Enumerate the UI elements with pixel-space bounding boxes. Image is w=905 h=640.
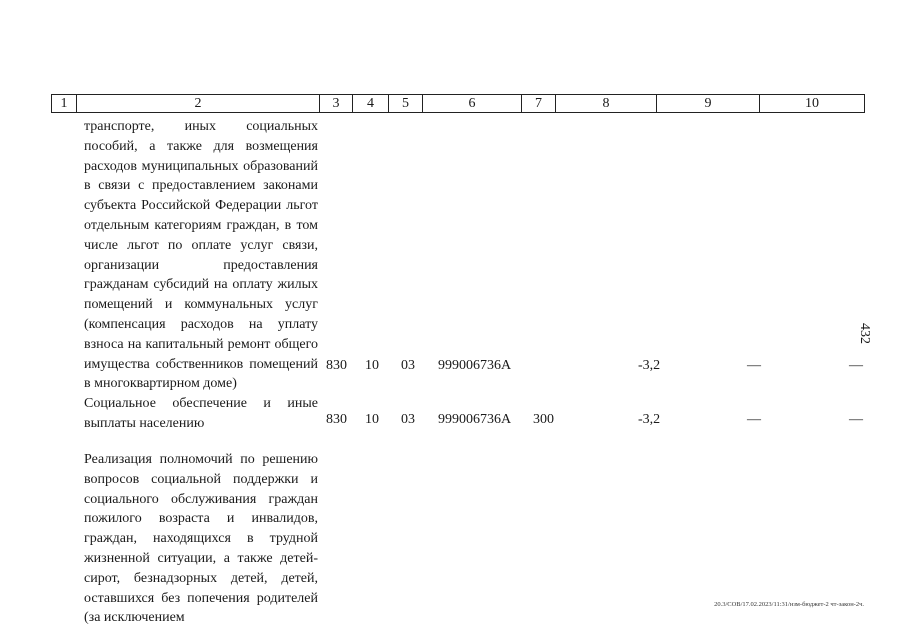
row-2-col5: 03 — [401, 412, 415, 427]
header-col-7: 7 — [522, 95, 556, 112]
page-number: 432 — [857, 323, 872, 344]
row-1-col3: 830 — [326, 358, 347, 373]
header-col-4: 4 — [353, 95, 389, 112]
row-1-col9: — — [747, 358, 761, 373]
row-2-description: Социальное обеспечение и иные выплаты населению — [84, 396, 318, 431]
row-2-col4: 10 — [365, 412, 379, 427]
row-2-col6: 999006736А — [438, 412, 512, 427]
footer-stamp: 20.3/СОВ/17.02.2023/11:31/нзм-бюджет-2 чт-закон-2ч. — [714, 601, 864, 608]
row-1-col6: 999006736А — [438, 358, 512, 373]
row-2-col7: 300 — [533, 412, 554, 427]
header-col-8: 8 — [556, 95, 657, 112]
row-1-col5: 03 — [401, 358, 415, 373]
header-col-9: 9 — [657, 95, 760, 112]
row-1-col4: 10 — [365, 358, 379, 373]
row-1-description: транспорте, иных социальных пособий, а также для возмещения расходов муниципальных образований в связи с предоставлением законами субъекта Российской Федерации льгот отдельным категориям граждан, в том числе льгот по оплате услуг связи, организации предоставления гражданам субсидий на оплату жилых помещений и коммунальных услуг (компенсация расходов на уплату взноса на капитальный ремонт общего имущества собственников помещений в многоквартирном доме) — [84, 119, 318, 392]
header-col-1: 1 — [52, 95, 77, 112]
row-2-col8: -3,2 — [638, 412, 661, 427]
header-col-3: 3 — [320, 95, 353, 112]
header-col-10: 10 — [805, 95, 819, 111]
row-2-col9: — — [747, 412, 761, 427]
row-1-col10: — — [849, 358, 863, 373]
row-2-col10: — — [849, 412, 863, 427]
row-1-col8: -3,2 — [638, 358, 661, 373]
table-header — [51, 94, 865, 113]
header-col-2: 2 — [77, 95, 320, 112]
header-col-6: 6 — [423, 95, 522, 112]
row-2-col3: 830 — [326, 412, 347, 427]
header-col-5: 5 — [389, 95, 423, 112]
row-3-description: Реализация полномочий по решению вопросов социальной поддержки и социального обслуживания граждан пожилого возраста и инвалидов, граждан, находящихся в трудной жизненной ситуации, а также детей-сирот, безнадзорных детей, детей, оставшихся без попечения родителей (за исключением — [84, 452, 318, 626]
